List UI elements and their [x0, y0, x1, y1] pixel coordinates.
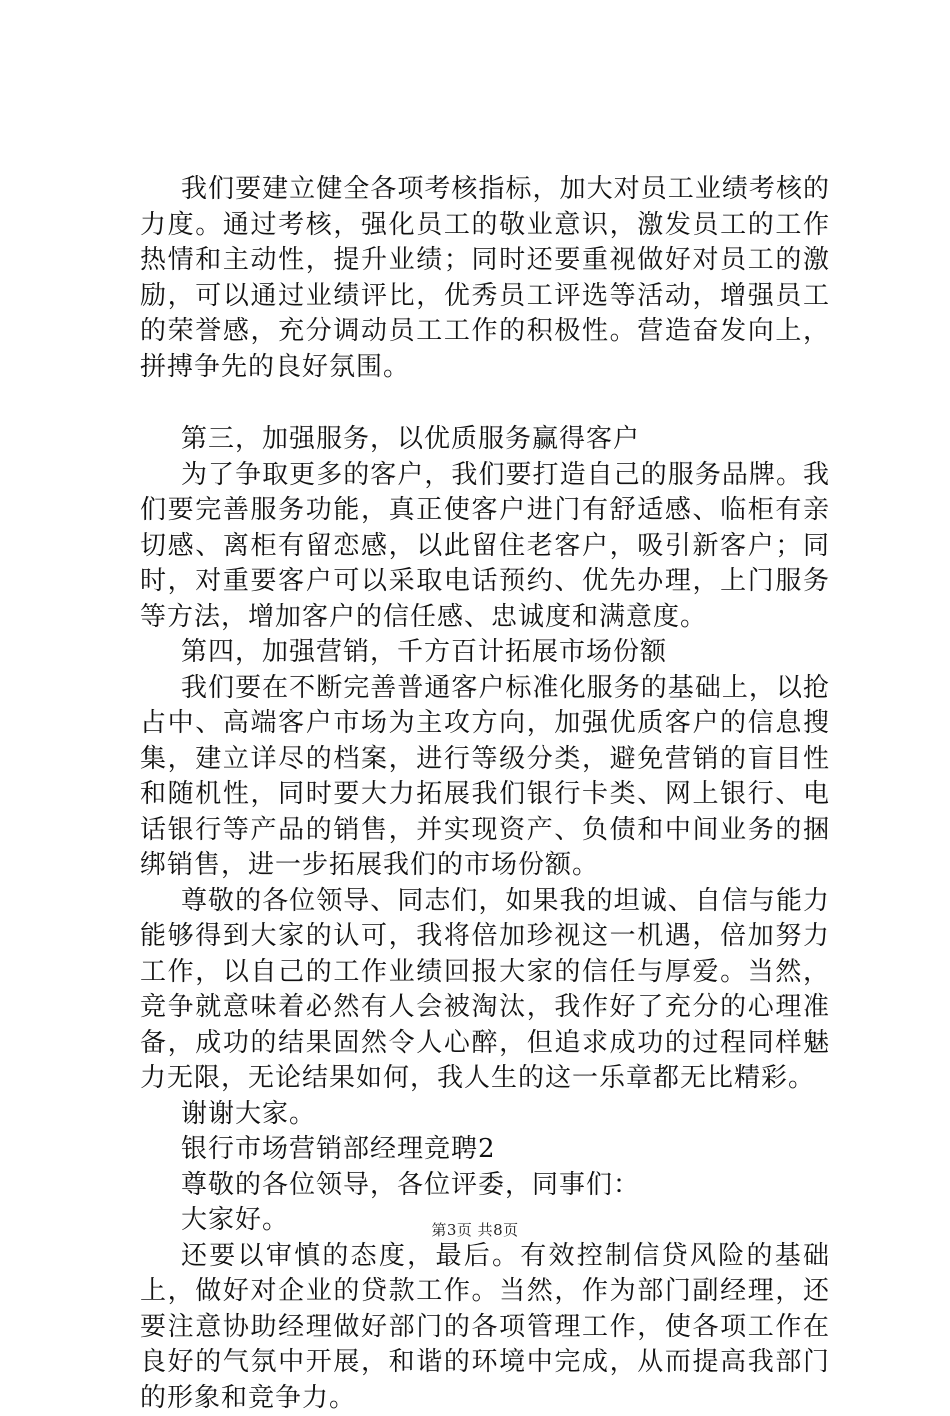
paragraph-credit-risk: 还要以审慎的态度，最后。有效控制信贷风险的基础上，做好对企业的贷款工作。当然，作为部门副经理，还要注意协助经理做好部门的各项管理工作，使各项工作在良好的气氛中开展，和谐的环境中完成，从而提高我部门的形象和竞争力。	[140, 1239, 830, 1416]
heading-fourth-marketing: 第四，加强营销，千方百计拓展市场份额	[140, 635, 830, 671]
paragraph-service-brand: 为了争取更多的客户，我们要打造自己的服务品牌。我们要完善服务功能，真正使客户进门有舒适感、临柜有亲切感、离柜有留恋感，以此留住老客户，吸引新客户；同时，对重要客户可以采取电话预约、优先办理，上门服务等方法，增加客户的信任感、忠诚度和满意度。	[140, 458, 830, 636]
paragraph-closing: 尊敬的各位领导、同志们，如果我的坦诚、自信与能力能够得到大家的认可，我将倍加珍视这一机遇，倍加努力工作，以自己的工作业绩回报大家的信任与厚爱。当然，竞争就意味着必然有人会被淘汰，我作好了充分的心理准备，成功的结果固然令人心醉，但追求成功的过程同样魅力无限，无论结果如何，我人生的这一乐章都无比精彩。	[140, 884, 830, 1097]
heading-third-service: 第三，加强服务，以优质服务赢得客户	[140, 422, 830, 458]
paragraph-salutation: 尊敬的各位领导，各位评委，同事们：	[140, 1168, 830, 1204]
paragraph-assessment: 我们要建立健全各项考核指标，加大对员工业绩考核的力度。通过考核，强化员工的敬业意识，激发员工的工作热情和主动性，提升业绩；同时还要重视做好对员工的激励，可以通过业绩评比，优秀员工评选等活动，增强员工的荣誉感，充分调动员工工作的积极性。营造奋发向上，拼搏争先的良好氛围。	[140, 172, 830, 385]
section-title-2: 银行市场营销部经理竞聘2	[140, 1132, 830, 1168]
paragraph-greeting: 大家好。	[140, 1203, 830, 1239]
paragraph-thanks: 谢谢大家。	[140, 1097, 830, 1133]
paragraph-market-share: 我们要在不断完善普通客户标准化服务的基础上，以抢占中、高端客户市场为主攻方向，加强优质客户的信息搜集，建立详尽的档案，进行等级分类，避免营销的盲目性和随机性，同时要大力拓展我们银行卡类、网上银行、电话银行等产品的销售，并实现资产、负债和中间业务的捆绑销售，进一步拓展我们的市场份额。	[140, 671, 830, 884]
page-number: 第3页 共8页	[0, 1219, 950, 1240]
